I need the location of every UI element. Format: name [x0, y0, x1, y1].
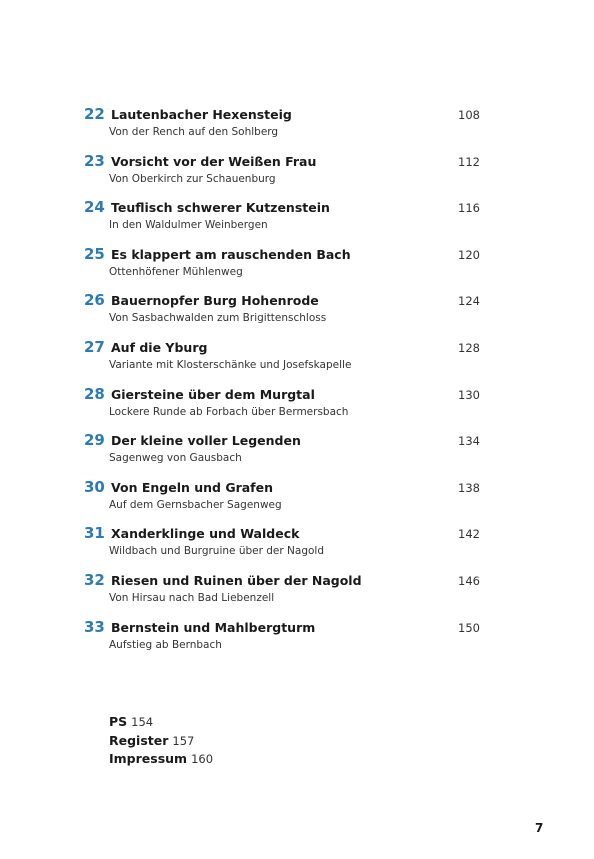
tour-subtitle: Von Hirsau nach Bad Liebenzell [109, 591, 275, 604]
tour-page-number: 124 [458, 294, 480, 309]
tour-subtitle: Von Oberkirch zur Schauenburg [109, 172, 276, 185]
toc-entry-27[interactable] [84, 337, 480, 384]
tour-subtitle: Ottenhöfener Mühlenweg [109, 265, 243, 278]
toc-entry-26[interactable] [84, 290, 480, 337]
toc-entry-29[interactable] [84, 430, 480, 477]
toc-entry-28[interactable] [84, 384, 480, 431]
toc-entry-33[interactable] [84, 617, 480, 664]
tour-page-number: 142 [458, 527, 480, 542]
tour-subtitle: Wildbach und Burgruine über der Nagold [109, 545, 324, 558]
tour-subtitle: Von Sasbachwalden zum Brigittenschloss [109, 312, 327, 325]
appendix-entry-register[interactable] [109, 731, 213, 750]
tour-number: 31 [84, 524, 105, 543]
tour-title: Vorsicht vor der Weißen Frau [111, 153, 317, 169]
appendix-label: Register [109, 732, 169, 748]
tour-number: 27 [84, 337, 105, 356]
toc-entry-32[interactable] [84, 570, 480, 617]
tour-number: 26 [84, 291, 105, 310]
toc-entry-30[interactable] [84, 477, 480, 524]
toc-entry-25[interactable] [84, 244, 480, 291]
tour-subtitle: Variante mit Klosterschänke und Josefskapelle [109, 358, 352, 371]
tour-subtitle: In den Waldulmer Weinbergen [109, 219, 268, 232]
appendix-label: PS [109, 714, 128, 729]
tour-number: 23 [84, 151, 105, 170]
tour-page-number: 120 [458, 247, 480, 262]
tour-subtitle: Von der Rench auf den Sohlberg [109, 126, 279, 138]
tour-page-number: 128 [458, 340, 480, 355]
tour-title: Teuflisch schwerer Kutzenstein [111, 200, 330, 216]
tour-title: Riesen und Ruinen über der Nagold [111, 572, 362, 588]
tour-page-number: 130 [458, 387, 480, 402]
tour-number: 33 [84, 617, 105, 636]
tour-title: Auf die Yburg [111, 339, 208, 355]
tour-number: 30 [84, 477, 105, 496]
tour-title: Der kleine voller Legenden [111, 433, 301, 449]
tour-title: Bernstein und Mahlbergturm [111, 619, 316, 635]
tour-page-number: 146 [458, 573, 480, 588]
tour-page-number: 108 [458, 108, 480, 122]
tour-number: 28 [84, 384, 105, 403]
tour-subtitle: Sagenweg von Gausbach [109, 452, 242, 465]
tour-number: 25 [84, 244, 105, 263]
tour-number: 32 [84, 570, 105, 589]
tour-page-number: 112 [458, 154, 480, 169]
appendix-entry-ps[interactable] [109, 712, 213, 731]
tour-title: Es klappert am rauschenden Bach [111, 246, 351, 262]
appendix-page-number: 154 [131, 715, 154, 729]
appendix-list [109, 712, 213, 768]
tour-title: Xanderklinge und Waldeck [111, 526, 300, 542]
tour-number: 24 [84, 198, 105, 217]
toc-entry-24[interactable] [84, 197, 480, 244]
appendix-label: Impressum [109, 751, 188, 766]
tour-title: Von Engeln und Grafen [111, 479, 273, 495]
tour-title: Giersteine über dem Murgtal [111, 386, 315, 402]
tour-page-number: 116 [458, 201, 480, 216]
tour-number: 29 [84, 431, 105, 450]
appendix-entry-impressum[interactable] [109, 749, 213, 768]
table-of-contents [84, 104, 480, 663]
toc-entry-23[interactable] [84, 151, 480, 198]
tour-subtitle: Lockere Runde ab Forbach über Bermersbach [109, 405, 349, 418]
tour-subtitle: Aufstieg ab Bernbach [109, 638, 222, 651]
tour-page-number: 134 [458, 434, 480, 449]
toc-entry-31[interactable] [84, 523, 480, 570]
appendix-page-number: 160 [191, 752, 214, 766]
tour-title: Bauernopfer Burg Hohenrode [111, 293, 319, 309]
tour-title: Lautenbacher Hexensteig [111, 107, 292, 122]
tour-page-number: 138 [458, 480, 480, 495]
tour-number: 22 [84, 105, 105, 123]
toc-entry-22[interactable] [84, 104, 480, 151]
appendix-page-number: 157 [172, 733, 195, 748]
page-number: 7 [535, 821, 544, 835]
tour-page-number: 150 [458, 620, 480, 635]
tour-subtitle: Auf dem Gernsbacher Sagenweg [109, 498, 282, 511]
